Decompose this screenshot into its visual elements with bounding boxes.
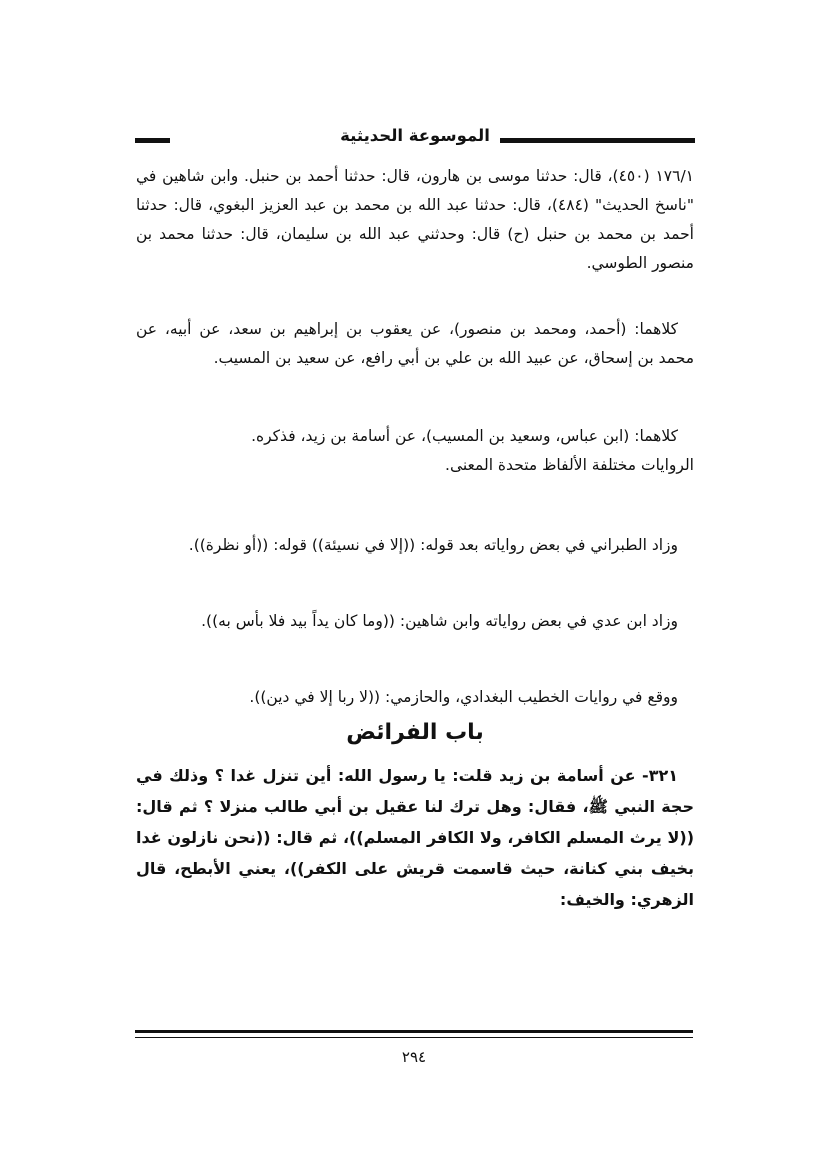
header-title-wrap [135, 126, 695, 145]
section-title: باب الفرائض [346, 720, 484, 745]
paragraph-citation [136, 162, 694, 278]
paragraph-khatib [136, 683, 694, 712]
paragraph-text: كلاهما: (ابن عباس، وسعيد بن المسيب)، عن أسامة بن زيد، فذكره. الروايات مختلفة الألفاظ متحدة المعنى. [251, 427, 694, 474]
page-number: ٢٩٤ [401, 1048, 427, 1066]
paragraph-text: ووقع في روايات الخطيب البغدادي، والحازمي: ((لا ربا إلا في دين)). [249, 688, 678, 706]
paragraph-text: ١٧٦/١ (٤٥٠)، قال: حدثنا موسى بن هارون، قال: حدثنا أحمد بن حنبل. وابن شاهين في "ناسخ الحديث" (٤٨٤)، قال: حدثنا عبد الله بن محمد بن عبد العزيز البغوي، قال: حدثنا أحمد بن محمد بن حنبل (ح) قال: وحدثني عبد الله بن سليمان، قال: حدثنا محمد بن منصور الطوسي. [136, 167, 694, 272]
footer-rule-thin [135, 1037, 693, 1038]
paragraph-ibn-adi [136, 607, 694, 636]
header-title: الموسوعة الحديثية [330, 126, 500, 145]
paragraph-chain-1 [136, 315, 694, 373]
paragraph-chain-2 [136, 422, 694, 480]
hadith-text-block [136, 760, 694, 915]
paragraph-tabarani [136, 531, 694, 560]
paragraph-text: وزاد ابن عدي في بعض رواياته وابن شاهين: ((وما كان يداً بيد فلا بأس به)). [201, 612, 678, 630]
footer-rule-thick [135, 1030, 693, 1033]
running-header [135, 118, 695, 158]
paragraph-text: كلاهما: (أحمد، ومحمد بن منصور)، عن يعقوب بن إبراهيم بن سعد، عن أبيه، عن محمد بن إسحاق، عن عبيد الله بن علي بن أبي رافع، عن سعيد بن المسيب. [136, 320, 694, 367]
hadith-text: ٣٢١- عن أسامة بن زيد قلت: يا رسول الله: أين تنزل غدا ؟ وذلك في حجة النبي ﷺ، فقال: وهل ترك لنا عقيل بن أبي طالب منزلا ؟ ثم قال: ((لا يرث المسلم الكافر، ولا الكافر المسلم))، ثم قال: ((نحن نازلون غدا بخيف بني كنانة، حيث قاسمت قريش على الكفر))، يعني الأبطح، قال الزهري: والخيف: [136, 766, 694, 909]
paragraph-text: وزاد الطبراني في بعض رواياته بعد قوله: ((إلا في نسيئة)) قوله: ((أو نظرة)). [188, 536, 678, 554]
